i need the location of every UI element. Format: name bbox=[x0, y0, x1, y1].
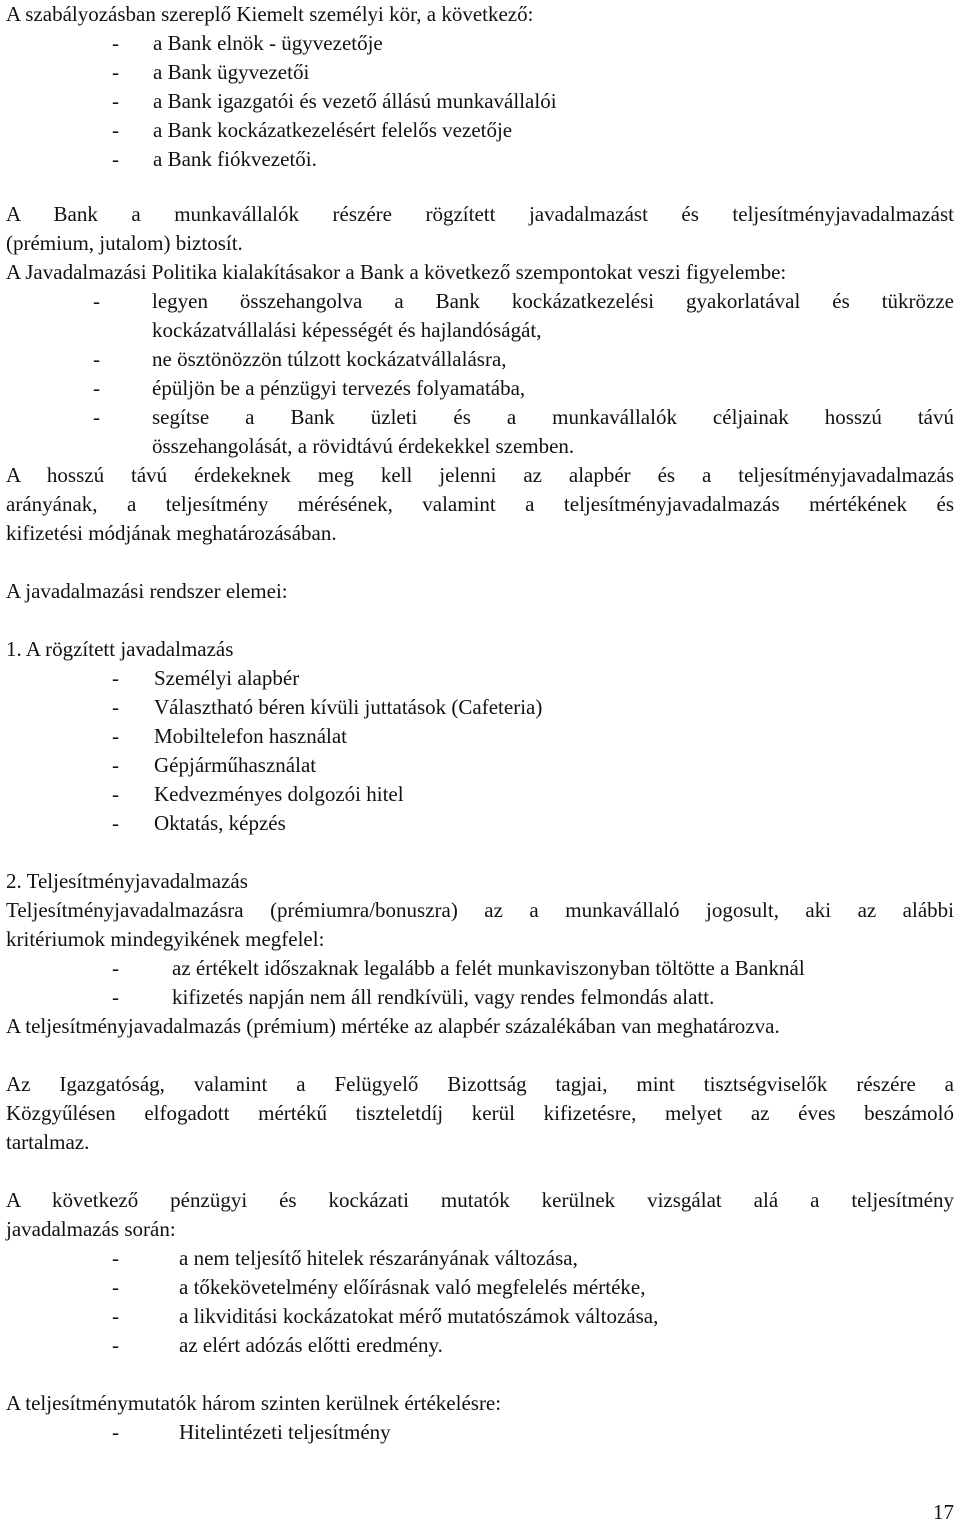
bullet-dash: - bbox=[112, 118, 119, 142]
list-item: a Bank kockázatkezelésért felelős vezetője bbox=[153, 118, 513, 142]
paragraph-line: A teljesítményjavadalmazás (prémium) mértéke az alapbér százalékában van meghatározva. bbox=[6, 1014, 780, 1038]
paragraph-line: (prémium, jutalom) biztosít. bbox=[6, 231, 243, 255]
bullet-dash: - bbox=[112, 1275, 119, 1299]
list-item: Személyi alapbér bbox=[154, 666, 300, 690]
bullet-dash: - bbox=[112, 31, 119, 55]
section-title: 1. A rögzített javadalmazás bbox=[6, 637, 234, 661]
bullet-dash: - bbox=[112, 695, 119, 719]
bullet-dash: - bbox=[93, 376, 100, 400]
list-item: ne ösztönözzön túlzott kockázatvállalásra, bbox=[152, 347, 507, 371]
bullet-dash: - bbox=[112, 666, 119, 690]
list-item: az értékelt időszaknak legalább a felét munkaviszonyban töltötte a Banknál bbox=[172, 956, 805, 980]
list-item: a tőkekövetelmény előírásnak való megfelelés mértéke, bbox=[179, 1275, 646, 1299]
list-item-continuation: összehangolását, a rövidtávú érdekekkel szemben. bbox=[152, 434, 575, 458]
list-item: kifizetés napján nem áll rendkívüli, vagy rendes felmondás alatt. bbox=[172, 985, 715, 1009]
list-item: Hitelintézeti teljesítmény bbox=[179, 1420, 391, 1444]
list-item-continuation: kockázatvállalási képességét és hajlandóságát, bbox=[152, 318, 542, 342]
bullet-dash: - bbox=[112, 956, 119, 980]
paragraph-line: kritériumok mindegyikének megfelel: bbox=[6, 927, 325, 951]
elements-heading: A javadalmazási rendszer elemei: bbox=[6, 579, 288, 603]
bullet-dash: - bbox=[112, 89, 119, 113]
bullet-dash: - bbox=[112, 985, 119, 1009]
paragraph-line: kifizetési módjának meghatározásában. bbox=[6, 521, 337, 545]
page-number: 17 bbox=[933, 1500, 954, 1524]
section-title: 2. Teljesítményjavadalmazás bbox=[6, 869, 248, 893]
paragraph-line: arányának, a teljesítmény mérésének, valamint a teljesítményjavadalmazás mértékének és bbox=[6, 492, 954, 516]
bullet-dash: - bbox=[93, 289, 100, 313]
bullet-dash: - bbox=[112, 1304, 119, 1328]
paragraph-line: tartalmaz. bbox=[6, 1130, 90, 1154]
list-item: a nem teljesítő hitelek részarányának változása, bbox=[179, 1246, 578, 1270]
list-item: Választható béren kívüli juttatások (Cafeteria) bbox=[154, 695, 543, 719]
paragraph-line: Az Igazgatóság, valamint a Felügyelő Bizottság tagjai, mint tisztségviselők részére a bbox=[6, 1072, 954, 1096]
bullet-dash: - bbox=[112, 724, 119, 748]
list-item: a Bank igazgatói és vezető állású munkavállalói bbox=[153, 89, 557, 113]
bullet-dash: - bbox=[93, 405, 100, 429]
list-item: a Bank elnök - ügyvezetője bbox=[153, 31, 383, 55]
bullet-dash: - bbox=[112, 60, 119, 84]
paragraph-line: A Bank a munkavállalók részére rögzített javadalmazást és teljesítményjavadalmazást bbox=[6, 202, 954, 226]
list-item: Kedvezményes dolgozói hitel bbox=[154, 782, 404, 806]
bullet-dash: - bbox=[112, 1333, 119, 1357]
list-item: a Bank fiókvezetői. bbox=[153, 147, 317, 171]
paragraph-line: A következő pénzügyi és kockázati mutatók kerülnek vizsgálat alá a teljesítmény bbox=[6, 1188, 954, 1212]
list-item: a Bank ügyvezetői bbox=[153, 60, 310, 84]
intro-heading: A szabályozásban szereplő Kiemelt személyi kör, a következő: bbox=[6, 2, 534, 26]
bullet-dash: - bbox=[112, 782, 119, 806]
bullet-dash: - bbox=[112, 147, 119, 171]
paragraph-line: Közgyűlésen elfogadott mértékű tiszteletdíj kerül kifizetésre, melyet az éves beszámoló bbox=[6, 1101, 954, 1125]
policy-heading: A Javadalmazási Politika kialakításakor a Bank a következő szempontokat veszi figyelembe: bbox=[6, 260, 787, 284]
bullet-dash: - bbox=[112, 811, 119, 835]
list-item: épüljön be a pénzügyi tervezés folyamatába, bbox=[152, 376, 526, 400]
list-item: a likviditási kockázatokat mérő mutatószámok változása, bbox=[179, 1304, 659, 1328]
bullet-dash: - bbox=[93, 347, 100, 371]
paragraph-line: Teljesítményjavadalmazásra (prémiumra/bonuszra) az a munkavállaló jogosult, aki az alábbi bbox=[6, 898, 954, 922]
list-item: Mobiltelefon használat bbox=[154, 724, 348, 748]
paragraph-line: A hosszú távú érdekeknek meg kell jelenni az alapbér és a teljesítményjavadalmazás bbox=[6, 463, 954, 487]
bullet-dash: - bbox=[112, 753, 119, 777]
paragraph-line: javadalmazás során: bbox=[6, 1217, 176, 1241]
bullet-dash: - bbox=[112, 1420, 119, 1444]
list-item: legyen összehangolva a Bank kockázatkezelési gyakorlatával és tükrözze bbox=[152, 289, 954, 313]
list-item: Oktatás, képzés bbox=[154, 811, 286, 835]
list-item: Gépjárműhasználat bbox=[154, 753, 317, 777]
list-item: segítse a Bank üzleti és a munkavállalók céljainak hosszú távú bbox=[152, 405, 954, 429]
list-item: az elért adózás előtti eredmény. bbox=[179, 1333, 443, 1357]
levels-heading: A teljesítménymutatók három szinten kerülnek értékelésre: bbox=[6, 1391, 502, 1415]
bullet-dash: - bbox=[112, 1246, 119, 1270]
